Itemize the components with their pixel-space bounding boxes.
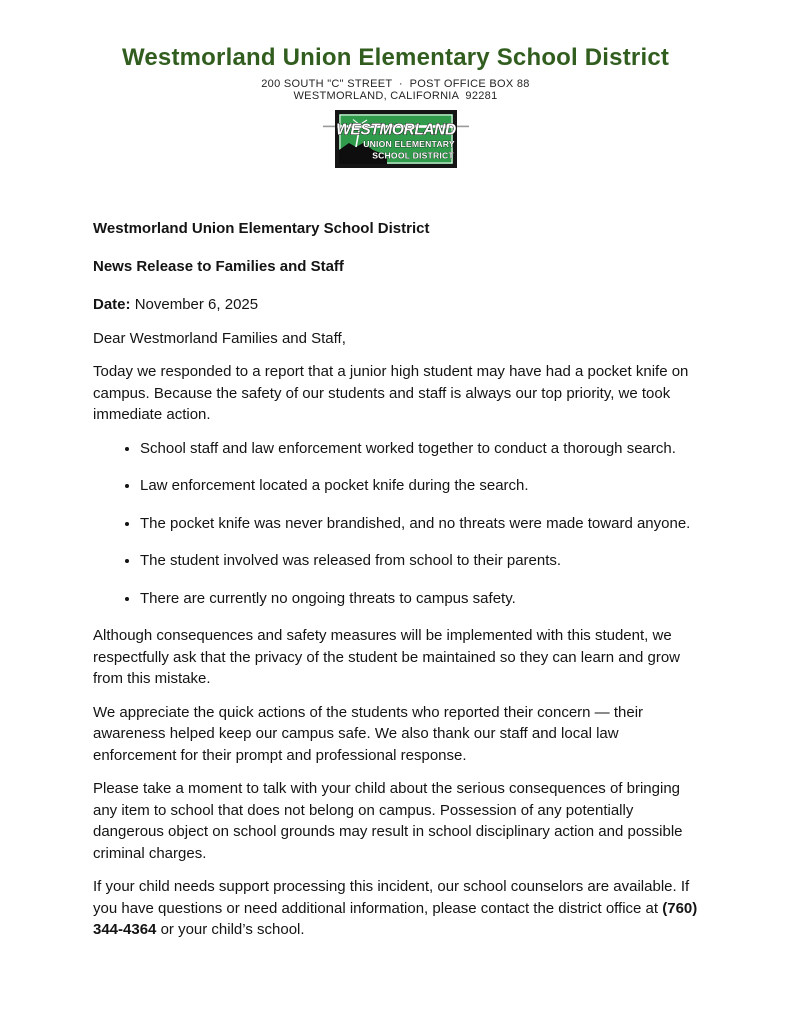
salutation: Dear Westmorland Families and Staff, xyxy=(93,329,346,347)
letter-paragraph-consequences: Please take a moment to talk with your child about the serious consequences of bringing any item to school that does not belong on campus. Possession of any potentially dangerous object on school grounds may result in school disciplinary action and possible criminal charges. xyxy=(93,780,683,862)
letter-heading-district: Westmorland Union Elementary School District xyxy=(93,220,430,237)
date-line xyxy=(93,294,698,316)
letter-body xyxy=(93,218,698,941)
logo-line-right xyxy=(455,126,469,128)
letter-paragraph-appreciation: We appreciate the quick actions of the students who reported their concern — their awareness helped keep our campus safe. We also thank our staff and local law enforcement for their prompt and professional response. xyxy=(93,703,644,764)
logo-wordmark: WESTMORLAND xyxy=(335,121,456,139)
letterhead xyxy=(93,44,698,170)
district-logo xyxy=(93,108,698,170)
date-value: November 6, 2025 xyxy=(134,296,259,313)
bullet-item: • The student involved was released from school to their parents. xyxy=(140,550,698,572)
support-text-before: If your child needs support processing this incident, our school counselors are available. If you have questions or need additional information, please contact the district office at xyxy=(93,878,690,917)
letter-heading-release: News Release to Families and Staff xyxy=(93,258,344,275)
key-points-list xyxy=(93,438,698,610)
bullet-item: • School staff and law enforcement worked together to conduct a thorough search. xyxy=(140,438,698,460)
support-text-after: or your child’s school. xyxy=(156,921,305,938)
district-logo-graphic xyxy=(323,108,469,170)
logo-subline-1: UNION ELEMENTARY xyxy=(362,139,455,149)
letter-paragraph-privacy: Although consequences and safety measures will be implemented with this student, we respectfully ask that the privacy of the student be maintained so they can learn and grow from this mistake. xyxy=(93,627,681,687)
letter-paragraph-support xyxy=(93,876,698,941)
district-phone-number: (760) 344-4364 xyxy=(93,899,698,938)
address-line-2: WESTMORLAND, CALIFORNIA 92281 xyxy=(293,89,498,102)
bullet-item: • Law enforcement located a pocket knife during the search. xyxy=(140,475,698,497)
district-title: Westmorland Union Elementary School District xyxy=(121,44,670,71)
bullet-item: • The pocket knife was never brandished, and no threats were made toward anyone. xyxy=(140,513,698,535)
date-label: Date: xyxy=(93,296,131,313)
logo-line-left xyxy=(323,126,337,128)
logo-subline-2: SCHOOL DISTRICT xyxy=(371,150,454,161)
bullet-item: • There are currently no ongoing threats to campus safety. xyxy=(140,588,698,610)
letter-paragraph-intro: Today we responded to a report that a junior high student may have had a pocket knife on campus. Because the safety of our students and staff is always our top priority, we took immediate action. xyxy=(93,363,689,423)
address-line-1: 200 SOUTH "C" STREET · POST OFFICE BOX 88 xyxy=(261,78,530,90)
